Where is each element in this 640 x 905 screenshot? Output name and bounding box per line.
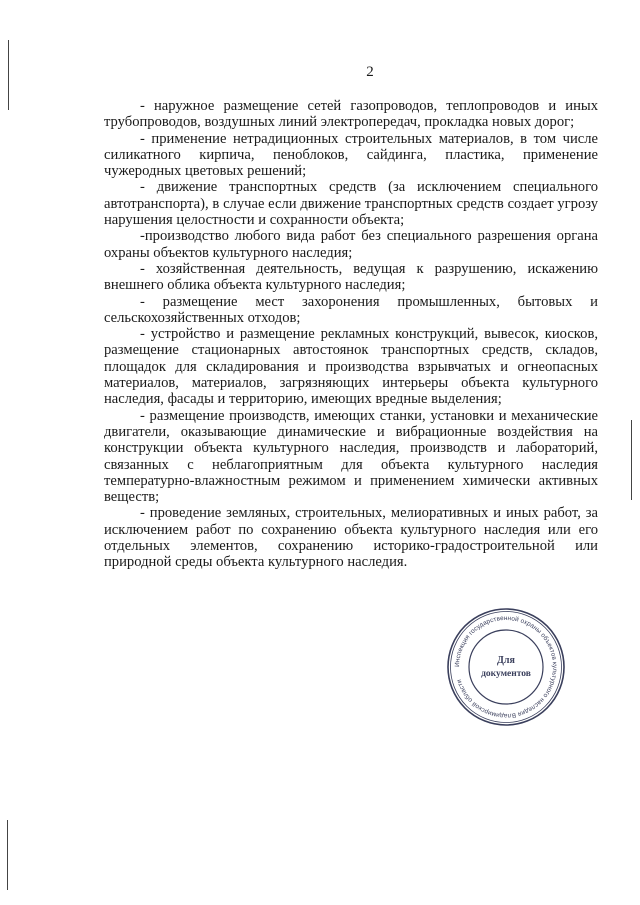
paragraph: - устройство и размещение рекламных конструкций, вывесок, киосков, размещение стационарных автостоянок транспортных средств, складов, площадок для складирования и производства взрывчатых и огнеопасных материалов, материалов, загрязняющих интерьеры объекта культурного наследия, фасады и территорию, имеющих вредные выделения; xyxy=(104,326,598,408)
paragraph: - наружное размещение сетей газопроводов, теплопроводов и иных трубопроводов, воздушных линий электропередач, прокладка новых дорог; xyxy=(104,98,598,131)
paragraph: - применение нетрадиционных строительных материалов, в том числе силикатного кирпича, пеноблоков, сайдинга, пластика, применение чужеродных цветовых решений; xyxy=(104,130,598,180)
body-text xyxy=(104,98,598,571)
official-stamp xyxy=(446,607,566,727)
stamp-center-line2: документов xyxy=(481,669,531,679)
scan-edge-line xyxy=(8,40,9,110)
page-number: 2 xyxy=(366,64,374,80)
paragraph: -производство любого вида работ без специального разрешения органа охраны объектов культурного наследия; xyxy=(104,228,598,261)
paragraph: - хозяйственная деятельность, ведущая к разрушению, искажению внешнего облика объекта культурного наследия; xyxy=(104,260,598,294)
stamp-center-line1: Для xyxy=(497,655,515,666)
paragraph: - размещение производств, имеющих станки, установки и механические двигатели, оказывающие динамические и вибрационные воздействия на конструкции объекта культурного наследия, производств и лабораторий, связанных с неблагоприятным для объекта культурного наследия температурно-влажностным режимом и применением химически активных веществ; xyxy=(104,407,598,506)
stamp-graphic xyxy=(446,607,566,727)
paragraph: - проведение земляных, строительных, мелиоративных и иных работ, за исключением работ по сохранению объекта культурного наследия или его отдельных элементов, сохранению историко-градостроительной или природной среды объекта культурного наследия. xyxy=(104,505,598,571)
paragraph: - движение транспортных средств (за исключением специального автотранспорта), в случае если движение транспортных средств создает угрозу нарушения целостности и сохранности объекта; xyxy=(104,179,598,229)
scan-edge-line xyxy=(7,820,8,890)
scan-edge-line xyxy=(631,420,632,500)
paragraph: - размещение мест захоронения промышленных, бытовых и сельскохозяйственных отходов; xyxy=(104,293,598,326)
stamp-ring-text: Инспекция государственной охраны объектов культурного наследия Владимирской области xyxy=(453,614,559,720)
